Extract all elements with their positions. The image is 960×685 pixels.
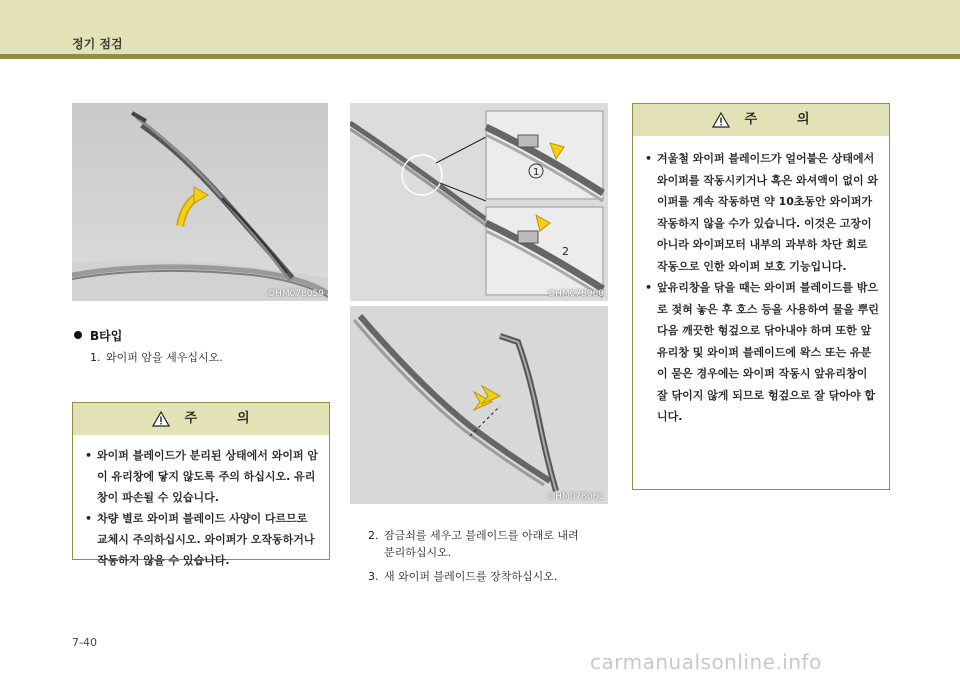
page-number: 7-40 — [72, 636, 97, 649]
step-1 — [90, 349, 223, 366]
figure-code: OHM078061 — [548, 492, 604, 502]
caution-header — [633, 104, 889, 136]
figure-blade-removal — [350, 306, 608, 504]
figure-code: OHM078060 — [548, 289, 604, 299]
caution-body — [633, 136, 889, 428]
blade-removal-illustration — [350, 306, 608, 504]
figure-code: OHM078059 — [268, 289, 324, 299]
lock-clip-illustration — [350, 103, 608, 301]
step-text: 새 와이퍼 블레이드를 장착하십시오. — [384, 570, 558, 583]
step-text: 와이퍼 암을 세우십시오. — [106, 351, 223, 364]
header-rule — [0, 54, 960, 59]
callout-2: 2 — [562, 245, 569, 258]
caution-title-2: 의 — [797, 112, 810, 127]
caution-title-1: 주 — [744, 112, 757, 127]
wiper-arm-illustration — [72, 103, 328, 301]
step-text-line2: 분리하십시오. — [384, 546, 452, 559]
caution-body — [73, 435, 329, 571]
warning-triangle-icon — [152, 411, 170, 427]
step-number: 1. — [90, 351, 101, 364]
figure-wiper-arm — [72, 103, 328, 301]
step-number: 3. — [368, 570, 379, 583]
header-bar — [0, 0, 960, 54]
caution-box-left — [72, 402, 330, 567]
figure-lock-clip — [350, 103, 608, 301]
watermark-text: carmanualsonline.info — [590, 650, 822, 674]
callout-1: 1 — [533, 167, 540, 178]
caution-item: • 와이퍼 블레이드가 분리된 상태에서 와이퍼 암이 유리창에 닿지 않도록 주의 하십시오. 유리창이 파손될 수 있습니다. — [83, 445, 319, 508]
caution-item: • 앞유리창을 닦을 때는 와이퍼 블레이드를 밖으로 젖혀 놓은 후 호스 등을 사용하여 물을 뿌린다음 깨끗한 헝겊으로 닦아내야 하며 또한 앞유리창 및 와이퍼 블레이드에 왁스 또는 유분이 묻은 경우에는 와이퍼 작동시 앞유리창이 잘 닦이지 않게 되므로 헝겊으로 잘 닦아야 합니다. — [643, 277, 879, 428]
caution-box-right — [632, 103, 890, 490]
step-text-line1: 잠금쇠를 세우고 블레이드를 아래로 내려 — [384, 529, 579, 542]
caution-header — [73, 403, 329, 435]
caution-item: • 차량 별로 와이퍼 블레이드 사양이 다르므로 교체시 주의하십시오. 와이퍼가 오작동하거나 작동하지 않을 수 있습니다. — [83, 508, 319, 571]
caution-title-2: 의 — [237, 411, 250, 426]
page-section-title: 정기 점검 — [72, 37, 123, 51]
step-3 — [368, 568, 557, 585]
section-heading-text: B타입 — [90, 329, 123, 343]
step-2 — [368, 527, 579, 561]
step-number: 2. — [368, 529, 379, 542]
caution-item: • 겨울철 와이퍼 블레이드가 얼어붙은 상태에서 와이퍼를 작동시키거나 혹은 와셔액이 없이 와이퍼를 계속 작동하면 약 10초동안 와이퍼가 작동하지 않을 수가 있습니다. 이것은 고장이 아니라 와이퍼모터 내부의 과부하 차단 회로 작동으로 인한 와이퍼 보호 기능입니다. — [643, 148, 879, 277]
bullet-dot — [74, 331, 82, 339]
warning-triangle-icon — [712, 112, 730, 128]
section-heading — [74, 327, 122, 344]
caution-title-1: 주 — [184, 411, 197, 426]
